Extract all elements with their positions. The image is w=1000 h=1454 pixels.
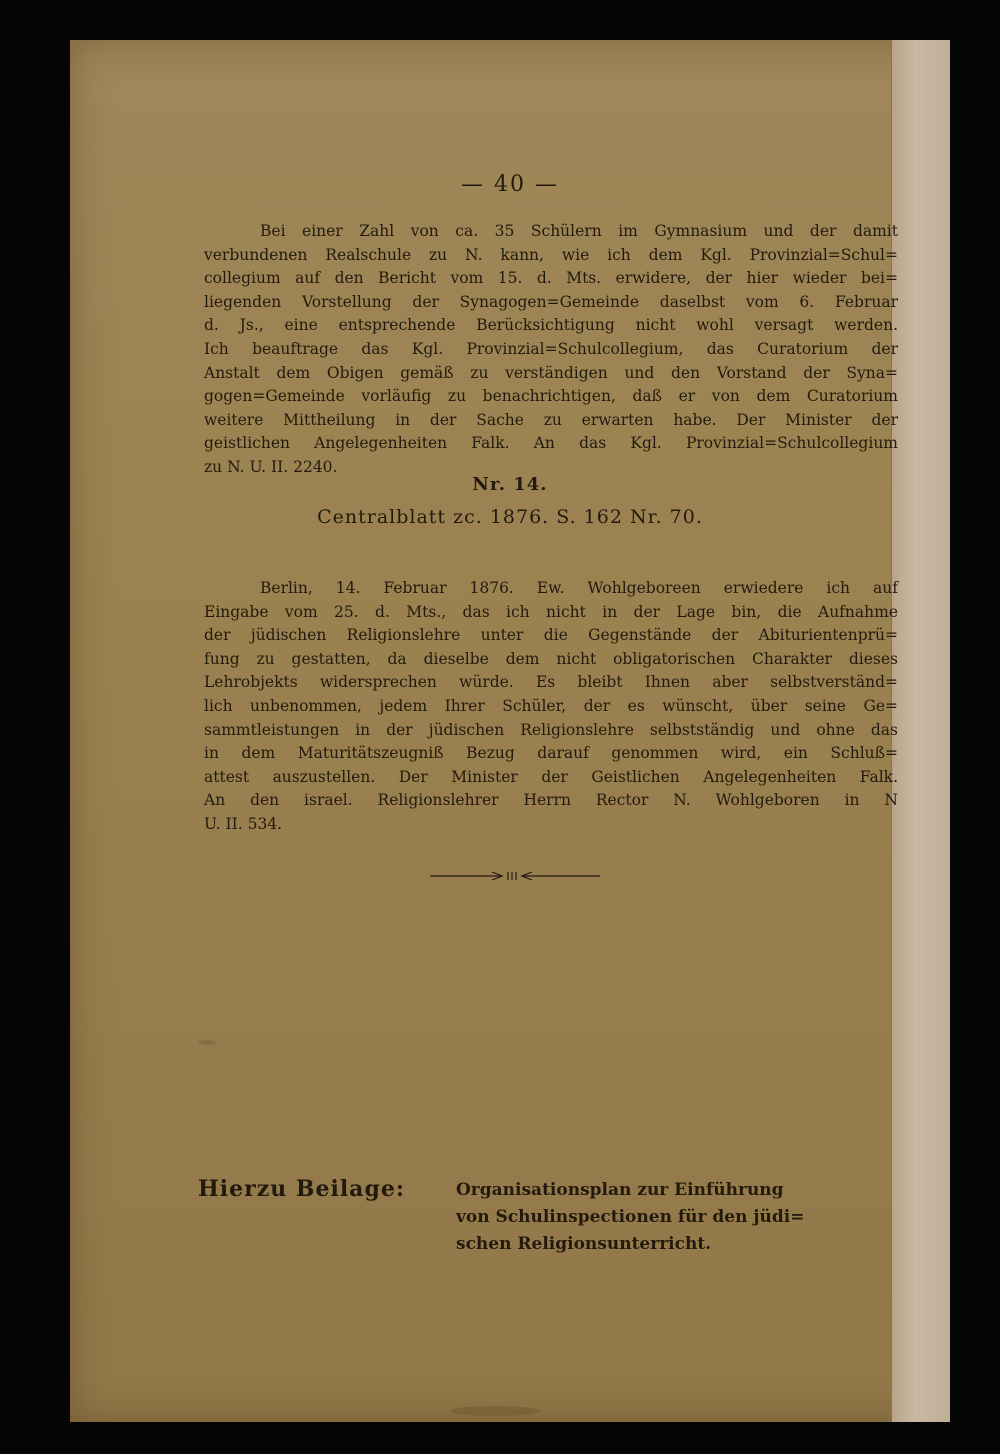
supplement-title-line: Organisationsplan zur Einführung	[456, 1180, 784, 1200]
text-line: Bei einer Zahl von ca. 35 Schülern im Gymnasium und der damit	[260, 222, 898, 240]
text-line: liegenden Vorstellung der Synagogen=Gemeinde daselbst vom 6. Februar	[204, 292, 898, 311]
supplement-label: Hierzu Beilage:	[198, 1176, 405, 1202]
text-line: attest auszustellen. Der Minister der Geistlichen Angelegenheiten Falk.	[204, 767, 898, 786]
text-line: verbundenen Realschule zu N. kann, wie ich dem Kgl. Provinzial=Schul=	[204, 245, 898, 264]
text-line: Eingabe vom 25. d. Mts., das ich nicht in der Lage bin, die Aufnahme	[204, 602, 898, 621]
text-line: U. II. 534.	[204, 814, 283, 833]
text-line: der jüdischen Religionslehre unter die Gegenstände der Abiturientenprü=	[204, 626, 898, 645]
text-line: Lehrobjekts widersprechen würde. Es bleibt Ihnen aber selbstverständ=	[204, 673, 898, 692]
section-number-heading: Nr. 14.	[472, 474, 548, 495]
text-line: in dem Maturitätszeugniß Bezug darauf genommen wird, ein Schluß=	[204, 744, 898, 763]
source-citation: Centralblatt zc. 1876. S. 162 Nr. 70.	[317, 506, 703, 528]
text-line: Berlin, 14. Februar 1876. Ew. Wohlgeboreen erwiedere ich auf	[260, 579, 898, 597]
binding-edge	[891, 40, 950, 1422]
smudge-mark	[450, 1406, 540, 1416]
text-line: sammtleistungen in der jüdischen Religionslehre selbstständig und ohne das	[204, 720, 898, 739]
text-line: zu N. U. II. 2240.	[204, 457, 338, 476]
text-line: geistlichen Angelegenheiten Falk. An das Kgl. Provinzial=Schulcollegium	[204, 434, 898, 453]
text-line: weitere Mittheilung in der Sache zu erwarten habe. Der Minister der	[204, 410, 898, 429]
text-line: d. Js., eine entsprechende Berücksichtigung nicht wohl versagt werden.	[204, 316, 898, 335]
text-line: gogen=Gemeinde vorläufig zu benachrichtigen, daß er von dem Curatorium	[204, 387, 898, 406]
paragraph-2	[204, 577, 898, 837]
text-line: collegium auf den Bericht vom 15. d. Mts. erwidere, der hier wieder bei=	[204, 269, 898, 288]
paragraph-1	[204, 220, 898, 480]
page-number: — 40 —	[461, 172, 559, 197]
supplement-title	[456, 1177, 826, 1258]
smudge-mark	[198, 1040, 216, 1045]
supplement-title-line: schen Religionsunterricht.	[456, 1234, 712, 1254]
supplement-title-line: von Schulinspectionen für den jüdi=	[456, 1207, 805, 1227]
text-line: Anstalt dem Obigen gemäß zu verständigen und den Vorstand der Syna=	[204, 363, 898, 382]
ornament-divider	[430, 866, 600, 886]
text-line: An den israel. Religionslehrer Herrn Rector N. Wohlgeboren in N	[204, 791, 898, 810]
text-line: Ich beauftrage das Kgl. Provinzial=Schulcollegium, das Curatorium der	[204, 339, 898, 358]
text-line: lich unbenommen, jedem Ihrer Schüler, der es wünscht, über seine Ge=	[204, 696, 898, 715]
document-page	[70, 40, 950, 1422]
text-line: fung zu gestatten, da dieselbe dem nicht obligatorischen Charakter dieses	[204, 649, 898, 668]
